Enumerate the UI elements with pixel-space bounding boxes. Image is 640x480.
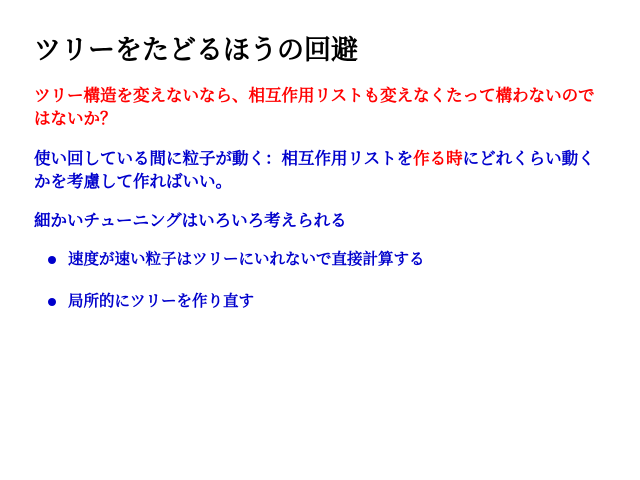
paragraph-mixed-highlight: 作る時	[413, 148, 463, 168]
list-item-label: 局所的にツリーを作り直す	[68, 291, 255, 310]
paragraph-mixed	[34, 147, 606, 194]
bullet-list	[34, 249, 606, 311]
paragraph-mixed-part2: にどれくらい動くかを考慮して作ればいい。	[34, 148, 595, 191]
list-item	[34, 291, 606, 311]
paragraph-mixed-part1: 使い回している間に粒子が動く：相互作用リストを	[34, 148, 414, 168]
paragraph-lead-in: 細かいチューニングはいろいろ考えられる	[34, 211, 347, 231]
list-item	[34, 249, 606, 269]
bullet-dot-icon	[48, 256, 56, 264]
list-item-label: 速度が速い粒子はツリーにいれないで直接計算する	[68, 249, 425, 268]
page-title: ツリーをたどるほうの回避	[34, 35, 358, 66]
bullet-dot-icon	[48, 298, 56, 306]
paragraph-red-note: ツリー構造を変えないなら、相互作用リストも変えなくたって構わないのではないか？	[34, 85, 595, 129]
